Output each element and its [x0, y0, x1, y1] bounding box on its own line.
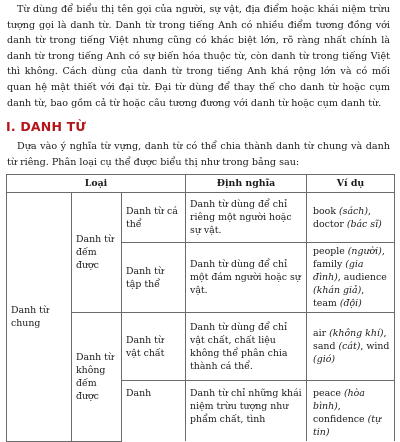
example-cell: [307, 313, 395, 381]
common-noun-cell: Danh từ chung: [7, 193, 72, 442]
example-word: book: [313, 205, 339, 217]
example-translation: (tự tin): [313, 414, 382, 438]
header-example: Ví dụ: [307, 175, 395, 193]
table-row: [7, 193, 395, 243]
subtype-cell: Danh từ tập thể: [122, 243, 186, 313]
example-word: , audience: [337, 272, 387, 283]
example-translation: (đội): [339, 298, 362, 309]
subtype-cell: Danh: [122, 381, 186, 442]
example-word: , sand: [313, 328, 387, 352]
definition-cell: Danh từ dùng để chỉ vật chất, chất liệu không thể phân chia thành cá thể.: [186, 313, 307, 381]
example-word: , family: [313, 246, 385, 270]
subtype-cell: Danh từ vật chất: [122, 313, 186, 381]
example-translation: (khán giả): [313, 285, 362, 296]
example-cell: [307, 243, 395, 313]
subtype-cell: Danh từ cá thể: [122, 193, 186, 243]
definition-cell: Danh từ dùng để chỉ riêng một người hoặc sự vật.: [186, 193, 307, 243]
example-word: , doctor: [313, 205, 371, 230]
uncountable-noun-cell: Danh từ không đếm được: [72, 313, 122, 442]
example-translation: (gió): [313, 354, 335, 365]
countable-noun-cell: Danh từ đếm được: [72, 193, 122, 313]
table-header-row: [7, 175, 395, 193]
example-translation: (sách): [338, 205, 368, 217]
example-cell: [307, 193, 395, 243]
example-cell: [307, 381, 395, 442]
definition-cell: Danh từ dùng để chỉ một đám người hoặc sự vật.: [186, 243, 307, 313]
example-translation: (người): [347, 246, 382, 257]
example-word: air: [313, 328, 330, 339]
example-word: , wind: [360, 341, 390, 352]
noun-classification-table: [6, 174, 395, 442]
section-heading: I. DANH TỪ: [6, 119, 87, 134]
example-translation: (cát): [338, 341, 361, 352]
example-word: , team: [313, 285, 365, 309]
definition-cell: Danh từ chỉ những khái niệm trừu tượng như phẩm chất, tình: [186, 381, 307, 442]
example-translation: (bác sĩ): [346, 218, 382, 230]
example-translation: (không khí): [329, 328, 384, 339]
example-translation: (hòa bình): [313, 388, 365, 412]
example-word: peace: [313, 388, 344, 399]
section-lead: Dựa vào ý nghĩa từ vựng, danh từ có thể chia thành danh từ chung và danh từ riêng. Phân loại cụ thể được biểu thị như trong bảng sau:: [7, 141, 390, 168]
example-translation: (gia đình): [313, 259, 364, 283]
example-word: , confidence: [313, 401, 368, 425]
intro-paragraph: Từ dùng để biểu thị tên gọi của người, sự vật, địa điểm hoặc khái niệm trừu tượng gọi là danh từ. Danh từ trong tiếng Anh có nhiều điểm tương đồng với danh từ trong tiếng Việt nhưng cũng có khác biệt lớn, rõ ràng nhất chính là danh từ trong tiếng Anh có sự biến hóa thuộc từ, còn danh từ trong tiếng Việt thì không. Cách dùng của danh từ trong tiếng Anh khá rộng lớn và có mối quan hệ mật thiết với đại từ. Đại từ dùng để thay thế cho danh từ hoặc cụm danh từ, bao gồm cả từ hoặc câu tương đương với danh từ hoặc cụm danh từ.: [7, 4, 390, 109]
header-definition: Định nghĩa: [186, 175, 307, 193]
example-word: people: [313, 246, 348, 257]
header-type: Loại: [7, 175, 186, 193]
